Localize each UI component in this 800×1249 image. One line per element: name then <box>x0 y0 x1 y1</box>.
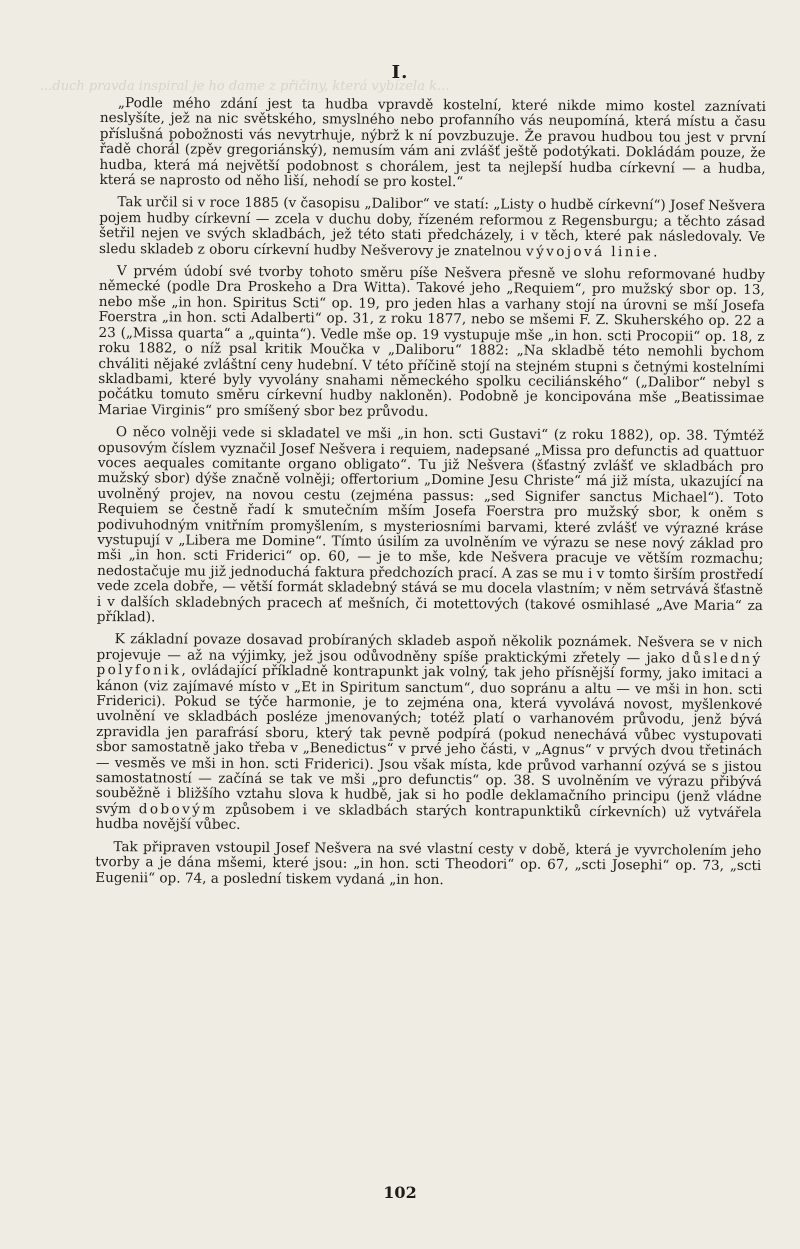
text-run: „Podle mého zdání jest ta hudba vpravdě kostelní, které nikde mimo kostel zaznívati neslyšíte, jež na nic světského, smyslného nebo profanního vás neupomíná, která místu a času příslušná pobožnosti vás nevytrhuje, nýbrž k ní povzbuzuje. Že pravou hudbou tou jest v první řadě chorál (zpěv gregoriánský), nemusím vám ani zvlášť ještě podotýkati. Dokládám pouze, že hudba, která má největší podobnost s chorálem, jest ta nejlepší hudba církevní — a hudba, která se naprosto od něho liší, nehodí se pro kostel.“ <box>99 95 766 191</box>
paragraph <box>99 195 765 261</box>
text-run: Tak připraven vstoupil Josef Nešvera na své vlastní cesty v době, která je vyvrcholením jeho tvorby a je dána mšemi, které jsou: „in hon. scti Theodori“ op. 67, „scti Josephi“ op. 73, „scti Eugenii“ op. 74, a poslední tiskem vydaná „in hon. <box>95 838 762 888</box>
bleed-through-text: ...duch pravda inspiral je ho dame z přičiny, která vybízela k... <box>40 79 450 94</box>
emphasis-spaced: dobovým <box>138 801 218 818</box>
emphasis-spaced: vývojová linie <box>525 243 654 261</box>
paragraph <box>98 264 765 422</box>
text-run: K základní povaze dosavad probíraných skladeb aspoň několik poznámek. Nešvera se v nich projevuje — až na výjimky, jež jsou odůvodněny spíše praktickými zřetely — jako <box>96 631 763 667</box>
text-run: způsobem i ve skladbách starých kontrapunktiků církevních) už vytvářela hudba novější vůbec. <box>95 801 762 834</box>
text-run: V prvém údobí své tvorby tohoto směru píše Nešvera přesně ve slohu reformované hudby německé (podle Dra Proskeho a Dra Witta). Takové jeho „Requiem“, pro mužský sbor op. 13, nebo mše „in hon. Spiritus Scti“ op. 19, pro jeden hlas a varhany stojí na úrovni se mší Josefa Foerstra „in hon. scti Adalberti“ op. 31, z roku 1877, nebo se mšemi F. Z. Skuherského op. 22 a 23 („Missa quarta“ a „quinta“). Vedle mše op. 19 vystupuje mše „in hon. scti Procopii“ op. 18, z roku 1882, o níž psal kritik Moučka v „Daliboru“ 1882: „Na skladbě této nemohli bychom chváliti nějaké zvláštní ceny hudební. V této příčině stojí na stejném stupni s četnými kostelními skladbami, které byly vyvolány snahami německého spolku ceciliánského“ („Dalibor“ nebyl s počátku tomuto směru církevní hudby nakloněn). Podobně je koncipována mše „Beatissimae Mariae Virginis“ pro smíšený sbor bez průvodu. <box>98 263 765 420</box>
section-number: I. <box>391 62 409 83</box>
paragraph <box>95 840 761 890</box>
paragraph <box>95 632 762 836</box>
paragraph <box>97 425 764 629</box>
paragraph <box>99 96 766 193</box>
text-run: . <box>653 244 658 261</box>
emphasis-spaced: důsledný polyfonik <box>96 650 763 679</box>
text-run: O něco volněji vede si skladatel ve mši „in hon. scti Gustavi“ (z roku 1882), op. 38. Týmtéž opusovým číslem vyznačil Josef Nešvera i requiem, nadepsané „Missa pro defunctis ad quattuor voces aequales comitante organo obligato“. Tu již Nešvera (šťastný zvlášť ve skladbách pro mužský sbor) dýše značně volněji; offertorium „Domine Jesu Christe“ má již místa, ukazující na uvolněný projev, na novou cestu (zejména passus: „sed Signifer sanctus Michael“). Toto Requiem se čestně řadí k smutečním mším Josefa Foerstra pro mužský sbor, k oněm s podivuhodným vnitřním promyšlením, s mysteriosními barvami, které zvlášť ve výrazné kráse vystupují v „Libera me Domine“. Tímto úsilím za uvolněním ve výrazu se nese nový základ pro mši „in hon. scti Friderici“ op. 60, — je to mše, kde Nešvera pracuje ve větším rozmachu; nedostačuje mu již jednoduchá faktura předchozích prací. A zas se mu i v tomto širším prostředí vede zcela dobře, — větší formát skladebný stává se mu docela vlastním; v něm setrvává šťastně i v dalších skladebných pracech ať mešních, či motettových (takové osmihlasé „Ave Maria“ za příklad). <box>96 424 764 626</box>
page-number: 102 <box>383 1183 417 1202</box>
text-run: Tak určil si v roce 1885 (v časopisu „Dalibor“ ve statí: „Listy o hudbě církevní“) Josef Nešvera pojem hudby církevní — zcela v duchu doby, řízeném reformou z Regensburgu; a těchto zásad šetřil nejen ve svých skladbách, jež této stati předcházely, i v těch, které pak následovaly. Ve sledu skladeb z oboru církevní hudby Nešverovy je znatelnou <box>99 194 766 260</box>
body-text <box>95 96 766 890</box>
text-run: , ovládající příkladně kontrapunkt jak volný, tak jeho přísnější formy, jako imitaci a kánon (viz zajímavé místo v „Et in Spiritum sanctum“, duo sopránu a altu — ve mši in hon. scti Friderici). Pokud se týče harmonie, je to zejména ona, která vyvolává novost, myšlenkové uvolnění ve skladbách posléze jmenovaných; totéž platí o varhanovém průvodu, jenž bývá zpravidla jen parafrásí sboru, který tak pevně podpírá (pokud nenechává vůbec vystupovati sbor samostatně jako třeba v „Benedictus“ v prvé jeho části, v „Agnus“ v prvých dvou třetinách — vesměs ve mši in hon. scti Friderici). Jsou však místa, kde průvod varhanní ozývá se s jistou samostatností — začíná se tak ve mši „pro defunctis“ op. 38. S uvolněním ve výrazu přibývá souběžně i bližšího vztahu slova k hudbě, jak si ho podle deklamačního principu (jenž vládne svým <box>95 662 763 818</box>
